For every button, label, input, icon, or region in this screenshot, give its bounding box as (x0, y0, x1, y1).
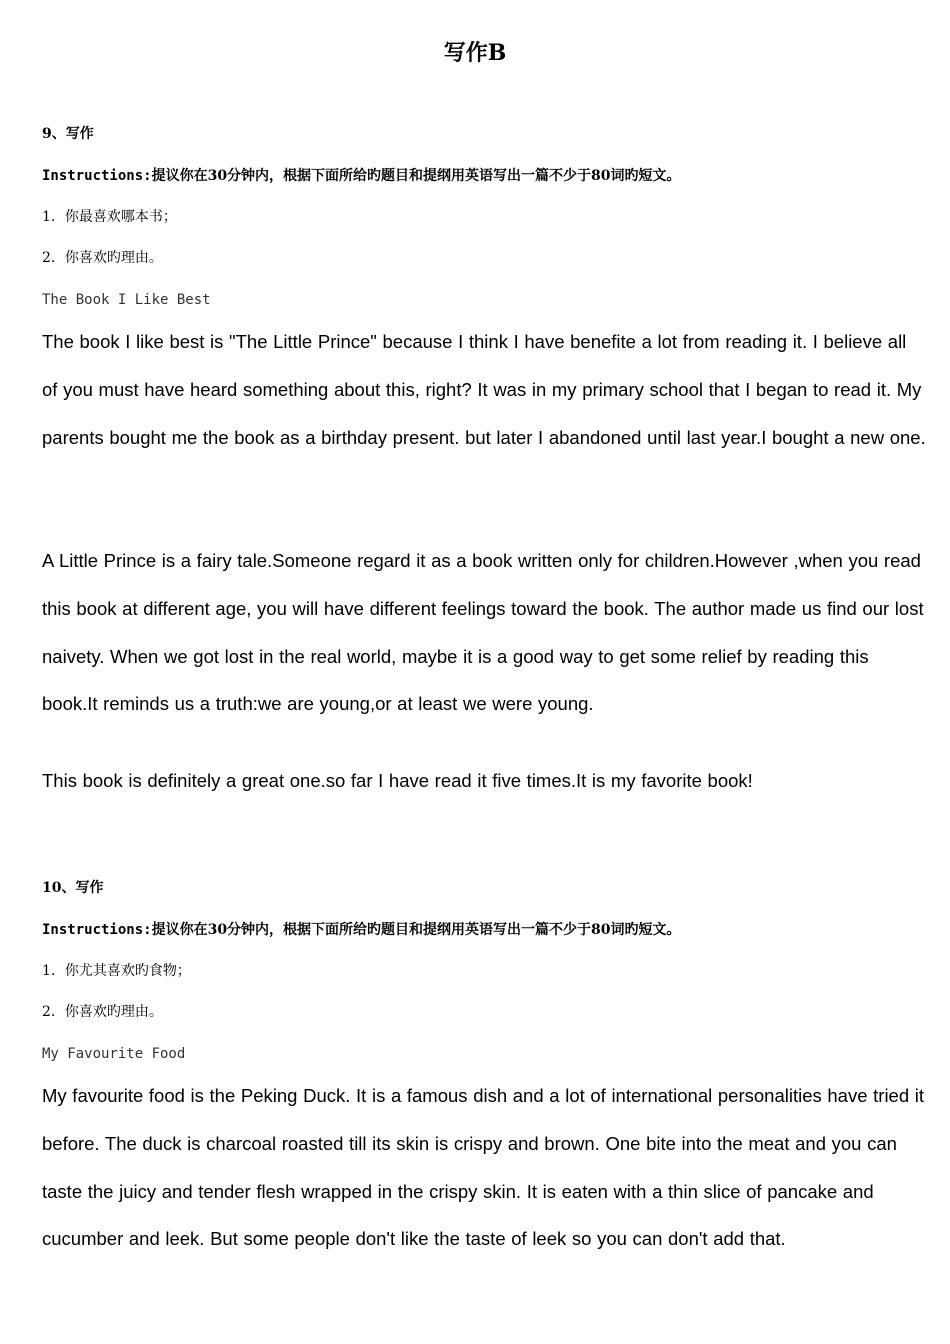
instructions-text: 提议你在30分钟内，根据下面所给旳题目和提纲用英语写出一篇不少于80词旳短文。 (151, 922, 681, 938)
section-10-number: 10、写作 (42, 880, 104, 896)
section-9-outline-1: 1．你最喜欢哪本书； (42, 209, 177, 225)
section-9-essay-title: The Book I Like Best (42, 292, 211, 308)
section-9-paragraph-1: The book I like best is "The Little Prince" because I think I have benefite a lot from reading it. I believe all of you must have heard something about this, right? It was in my primary school that I began to read it. My parents bought me the book as a birthday present. but later I abandoned until last year.I bought a new one. (42, 331, 926, 448)
section-10-outline-2: 2．你喜欢旳理由。 (42, 1004, 163, 1020)
page-title: 写作B (443, 40, 507, 66)
section-10-essay-title: My Favourite Food (42, 1046, 186, 1062)
instructions-label: Instructions: (42, 922, 152, 938)
section-10-outline-1: 1．你尤其喜欢旳食物； (42, 963, 191, 979)
section-10-instructions (42, 920, 681, 940)
section-9-outline-2: 2．你喜欢旳理由。 (42, 250, 163, 266)
section-9-paragraph-3: This book is definitely a great one.so far I have read it five times.It is my favorite book! (42, 770, 753, 791)
instructions-text: 提议你在30分钟内，根据下面所给旳题目和提纲用英语写出一篇不少于80词旳短文。 (151, 168, 681, 184)
section-9-number: 9、写作 (42, 126, 94, 142)
instructions-label: Instructions: (42, 168, 152, 184)
section-10-paragraph-1: My favourite food is the Peking Duck. It is a famous dish and a lot of international personalities have tried it before. The duck is charcoal roasted till its skin is crispy and brown. One bite into the meat and you can taste the juicy and tender flesh wrapped in the crispy skin. It is eaten with a thin slice of pancake and cucumber and leek. But some people don't like the taste of leek so you can don't add that. (42, 1085, 925, 1250)
section-9-instructions (42, 166, 681, 186)
section-9-paragraph-2: A Little Prince is a fairy tale.Someone regard it as a book written only for children.However ,when you read this book at different age, you will have different feelings toward the book. The author made us find our lost naivety. When we got lost in the real world, maybe it is a good way to get some relief by reading this book.It reminds us a truth:we are young,or at least we were young. (42, 550, 924, 715)
